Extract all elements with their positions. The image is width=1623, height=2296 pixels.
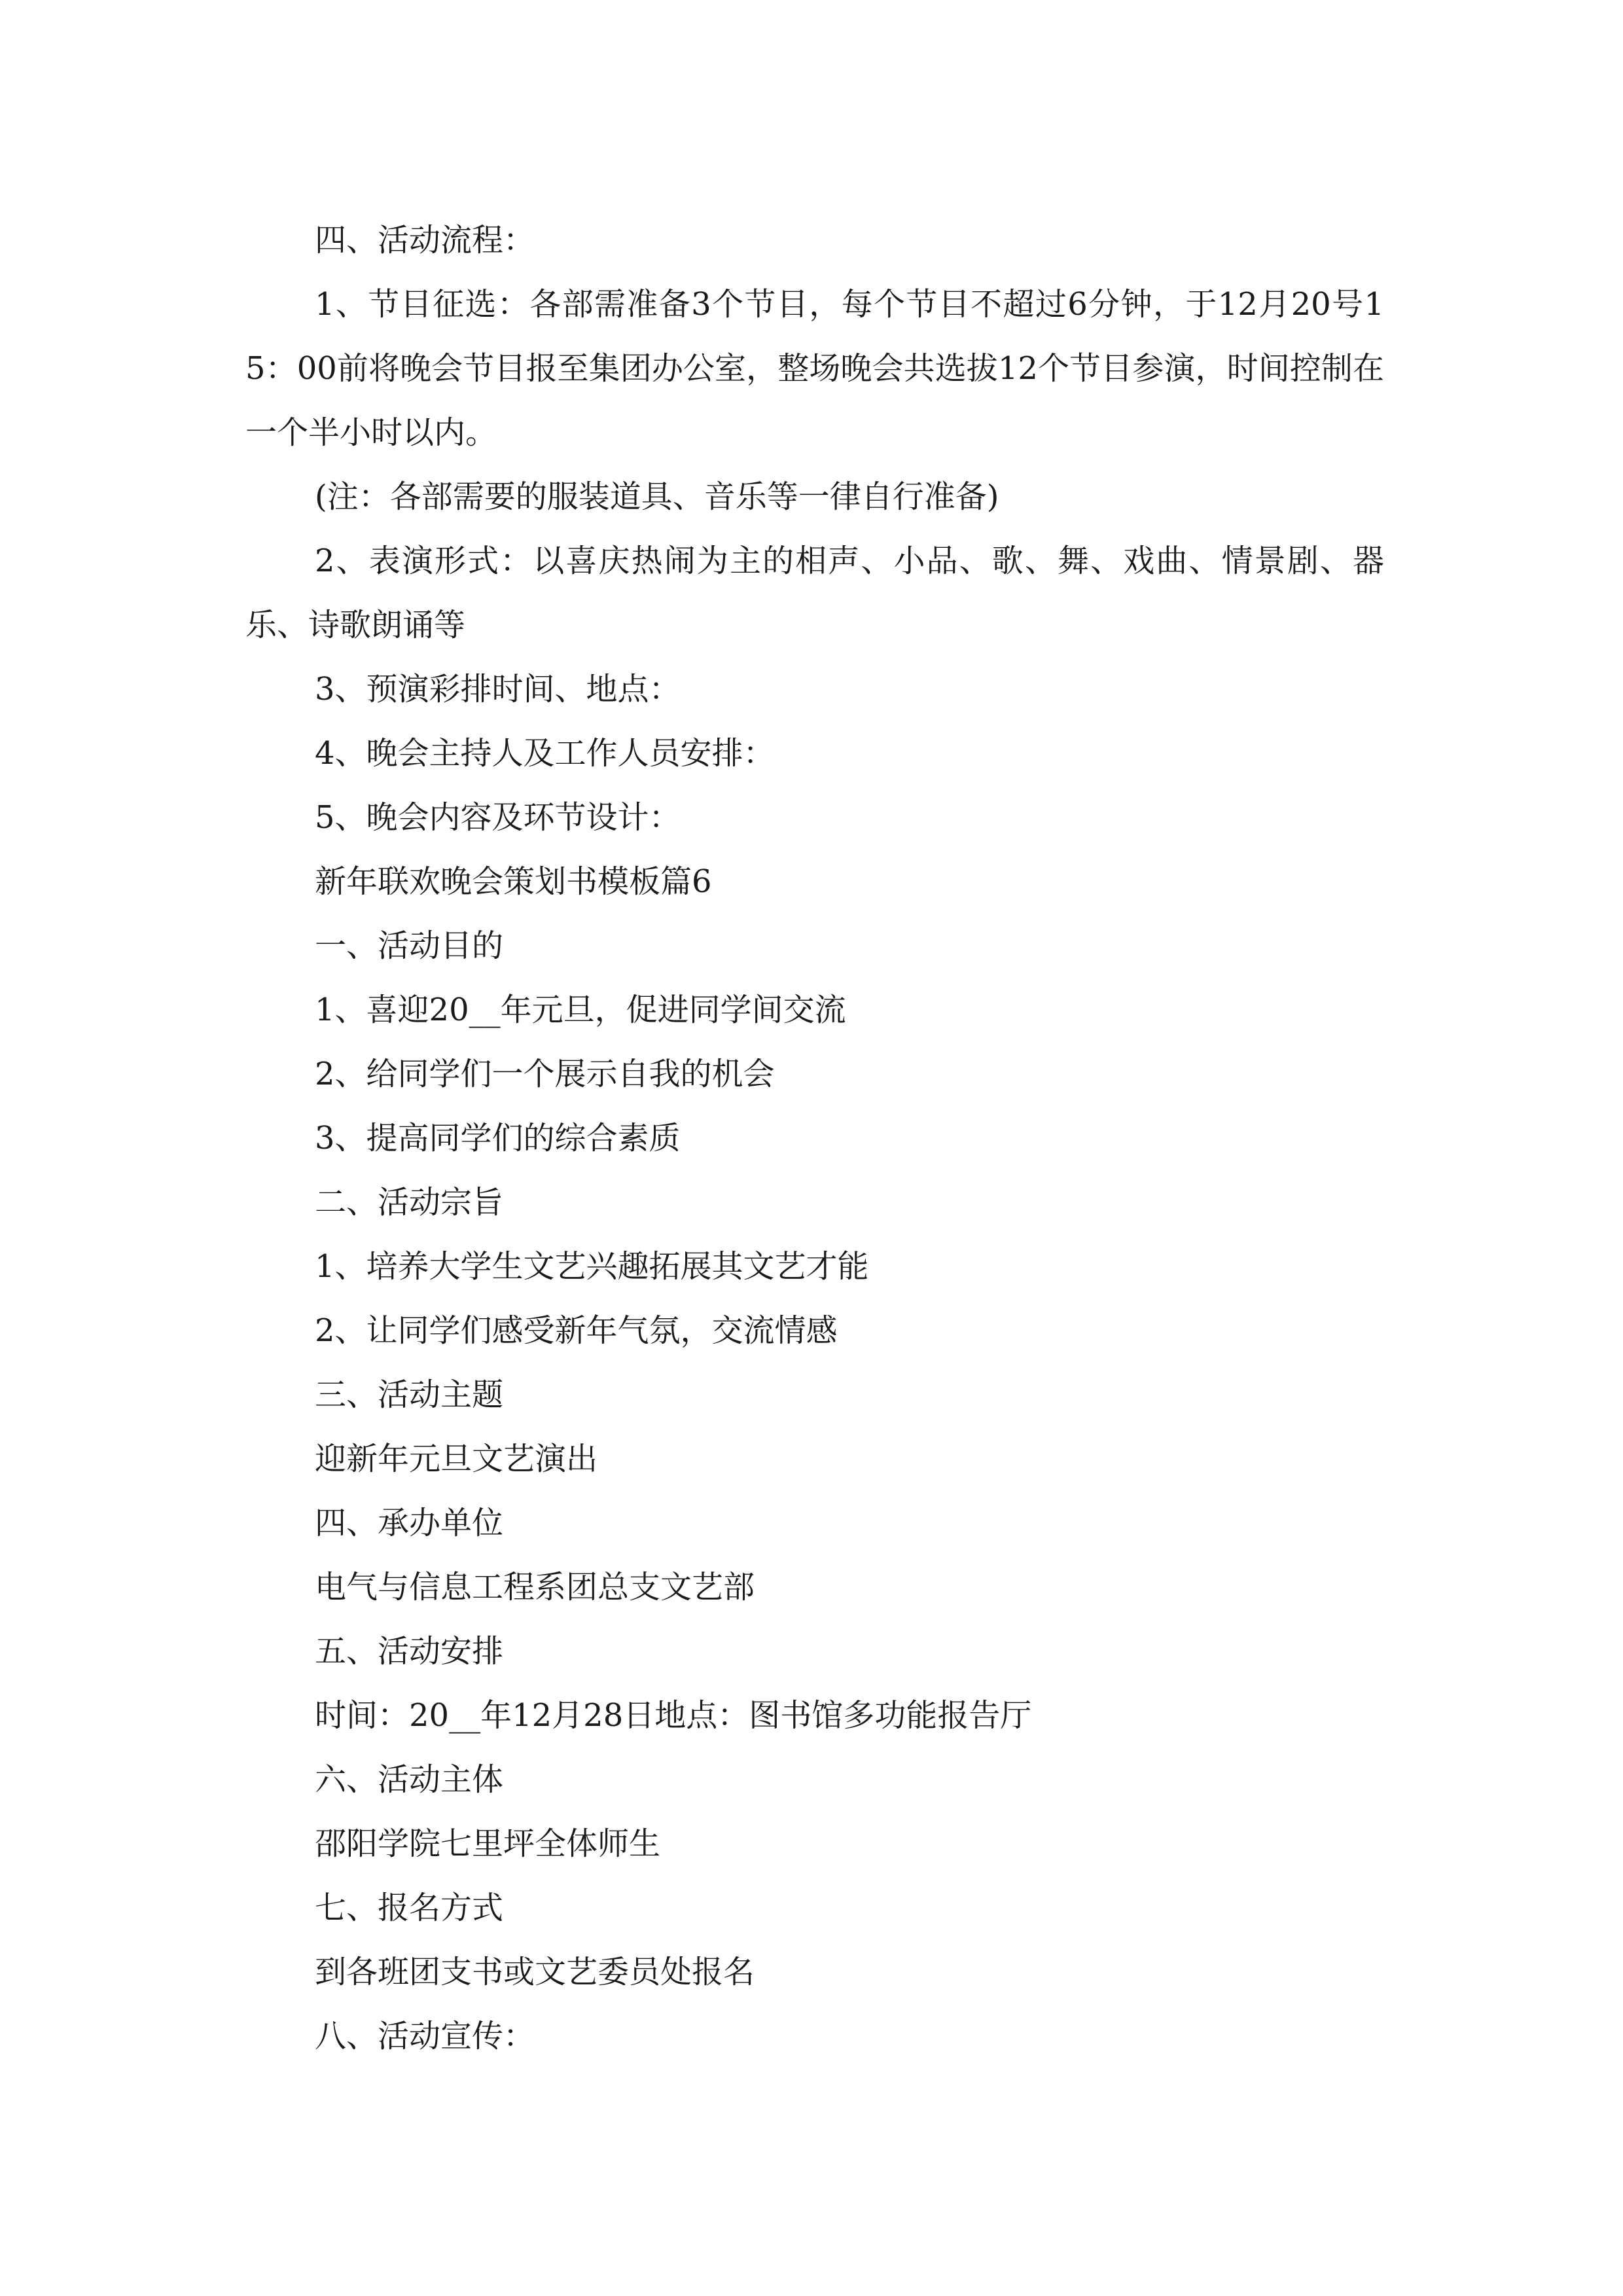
paragraph-content-design: 5、晚会内容及环节设计：: [315, 799, 681, 836]
paragraph-note: (注：各部需要的服装道具、音乐等一律自行准备): [315, 478, 999, 515]
section-heading-registration: 七、报名方式: [315, 1890, 504, 1926]
section-heading-process: 四、活动流程：: [315, 222, 535, 259]
paragraph-organizer: 电气与信息工程系团总支文艺部: [315, 1569, 755, 1605]
paragraph-performance-forms: 2、表演形式：以喜庆热闹为主的相声、小品、歌、舞、戏曲、情景剧、器乐、诗歌朗诵等: [245, 543, 1384, 643]
section-heading-tenet: 二、活动宗旨: [315, 1184, 504, 1221]
list-item-purpose-3: 3、提高同学们的综合素质: [315, 1120, 681, 1157]
section-heading-publicity: 八、活动宣传：: [315, 2018, 535, 2054]
list-item-purpose-2: 2、给同学们一个展示自我的机会: [315, 1056, 775, 1092]
paragraph-program-selection: 1、节目征选：各部需准备3个节目，每个节目不超过6分钟，于12月20号15：00前将晚会节目报至集团办公室，整场晚会共选拔12个节目参演，时间控制在一个半小时以内。: [245, 286, 1384, 451]
list-item-tenet-1: 1、培养大学生文艺兴趣拓展其文艺才能: [315, 1248, 869, 1285]
list-item-tenet-2: 2、让同学们感受新年气氛，交流情感: [315, 1312, 838, 1349]
section-heading-organizer: 四、承办单位: [315, 1505, 504, 1541]
section-heading-purpose: 一、活动目的: [315, 927, 504, 964]
paragraph-participants: 邵阳学院七里坪全体师生: [315, 1825, 661, 1862]
paragraph-theme: 迎新年元旦文艺演出: [315, 1441, 598, 1477]
section-heading-arrangement: 五、活动安排: [315, 1633, 504, 1670]
paragraph-hosts-staff: 4、晚会主持人及工作人员安排：: [315, 735, 775, 772]
paragraph-time-place: 时间：20__年12月28日地点：图书馆多功能报告厅: [315, 1697, 1032, 1734]
paragraph-rehearsal: 3、预演彩排时间、地点：: [315, 671, 681, 708]
section-heading-theme: 三、活动主题: [315, 1376, 504, 1413]
document-body: [245, 208, 1384, 2068]
list-item-purpose-1: 1、喜迎20__年元旦，促进同学间交流: [315, 992, 846, 1028]
section-title-template-6: 新年联欢晚会策划书模板篇6: [315, 863, 712, 900]
section-heading-participants: 六、活动主体: [315, 1761, 504, 1798]
paragraph-registration: 到各班团支书或文艺委员处报名: [315, 1954, 755, 1990]
